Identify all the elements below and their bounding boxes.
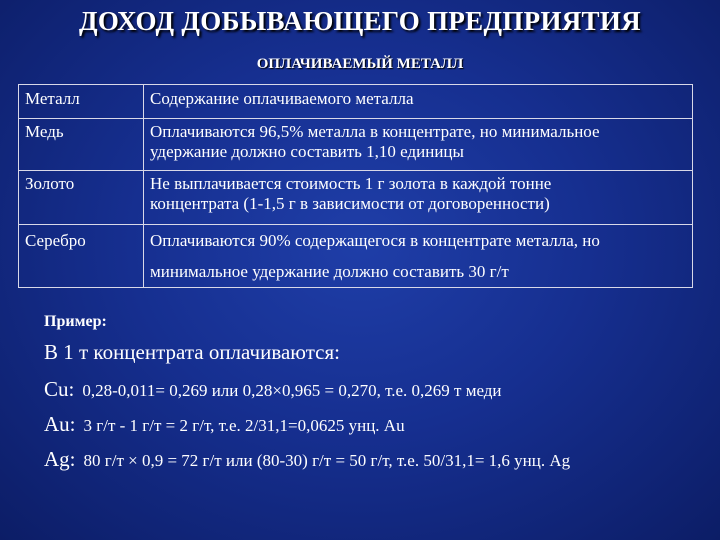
content-line: Оплачиваются 90% содержащегося в концентрате металла, но	[150, 231, 600, 250]
element-symbol: Au:	[44, 412, 76, 436]
content-line: концентрата (1-1,5 г в зависимости от договоренности)	[150, 194, 550, 213]
table-row-silver	[19, 225, 693, 288]
slide-subtitle: ОПЛАЧИВАЕМЫЙ МЕТАЛЛ	[256, 56, 464, 72]
content-cell-copper	[144, 119, 693, 171]
content-line: Оплачиваются 96,5% металла в концентрате, но минимальное	[150, 122, 600, 141]
calc-expression: 3 г/т - 1 г/т = 2 г/т, т.е. 2/31,1=0,0625 унц. Au	[83, 416, 405, 435]
metal-cell-copper: Медь	[19, 119, 144, 171]
metal-cell-gold: Золото	[19, 171, 144, 225]
content-line: удержание должно составить 1,10 единицы	[150, 142, 464, 161]
example-label: Пример:	[44, 313, 107, 330]
table-header-row	[19, 85, 693, 119]
slide-title: ДОХОД ДОБЫВАЮЩЕГО ПРЕДПРИЯТИЯ	[79, 6, 641, 36]
example-intro: В 1 т концентрата оплачиваются:	[44, 340, 340, 364]
content-cell-gold	[144, 171, 693, 225]
calc-expression: 0,28-0,011= 0,269 или 0,28×0,965 = 0,270, т.е. 0,269 т меди	[82, 381, 502, 400]
header-metal-cell: Металл	[19, 85, 144, 119]
metal-cell-silver: Серебро	[19, 225, 144, 288]
content-cell-silver	[144, 225, 693, 288]
element-symbol: Ag:	[44, 447, 76, 471]
header-content-cell: Содержание оплачиваемого металла	[144, 85, 693, 119]
content-line: минимальное удержание должно составить 30 г/т	[150, 262, 509, 281]
payable-metal-table	[18, 84, 693, 288]
calc-line-copper	[44, 377, 502, 402]
calc-line-silver	[44, 447, 570, 472]
calc-expression: 80 г/т × 0,9 = 72 г/т или (80-30) г/т = 50 г/т, т.е. 50/31,1= 1,6 унц. Ag	[83, 451, 571, 470]
table-row-gold	[19, 171, 693, 225]
content-line: Не выплачивается стоимость 1 г золота в каждой тонне	[150, 174, 552, 193]
table-row-copper	[19, 119, 693, 171]
calc-line-gold	[44, 412, 405, 437]
element-symbol: Cu:	[44, 377, 75, 401]
